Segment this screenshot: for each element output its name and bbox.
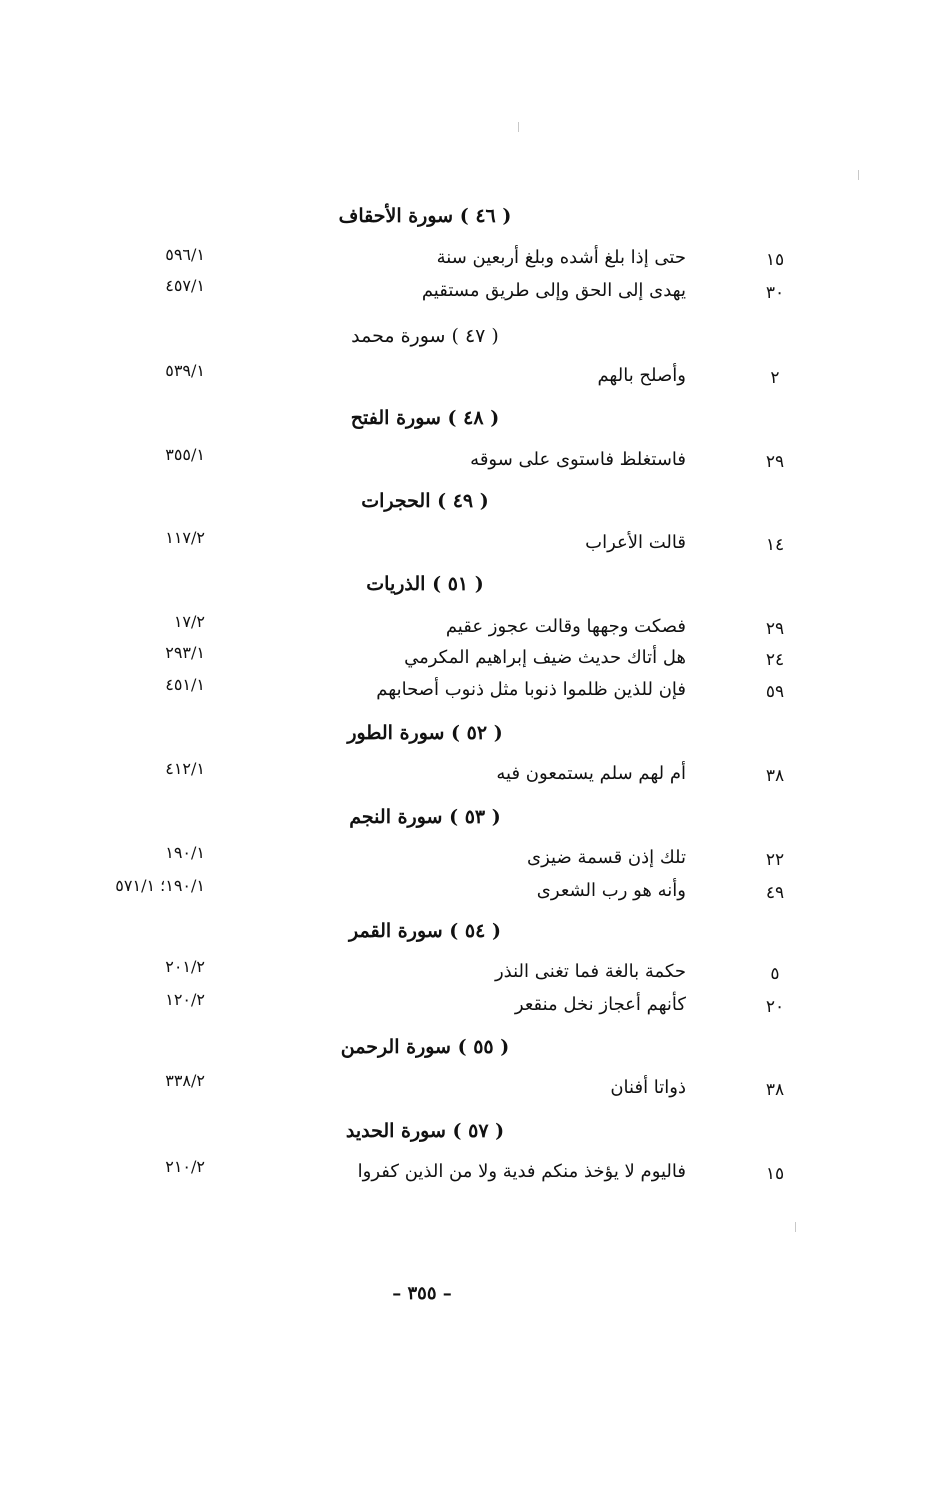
verse-number: ٣٨: [765, 766, 785, 786]
verse-text: فصكت وجهها وقالت عجوز عقيم: [445, 616, 686, 637]
verse-number: ٢٩: [765, 619, 785, 639]
volume-page-ref: ٢١٠/٢: [165, 1157, 205, 1176]
volume-page-ref: ١٩٠/١؛ ٥٧١/١: [115, 876, 205, 895]
volume-page-ref: ٥٣٩/١: [165, 361, 205, 380]
surah-heading: ( ٥٧ ) سورة الحديد: [345, 1120, 505, 1142]
verse-text: قالت الأعراب: [585, 532, 686, 553]
volume-page-ref: ٥٩٦/١: [165, 245, 205, 264]
surah-heading: ( ٤٦ ) سورة الأحقاف: [338, 205, 512, 227]
verse-number: ٤٩: [765, 883, 785, 903]
surah-heading: ( ٥٥ ) سورة الرحمن: [340, 1036, 510, 1058]
verse-text: يهدى إلى الحق وإلى طريق مستقيم: [421, 280, 686, 301]
volume-page-ref: ٤٥٧/١: [165, 276, 205, 295]
scan-speck: [795, 1222, 796, 1232]
volume-page-ref: ١٧/٢: [173, 612, 205, 631]
verse-text: هل أتاك حديث ضيف إبراهيم المكرمي: [404, 647, 686, 668]
verse-number: ٥: [770, 964, 780, 984]
verse-text: وأنه هو رب الشعرى: [536, 880, 686, 901]
volume-page-ref: ١٢٠/٢: [165, 990, 205, 1009]
verse-text: ذواتا أفنان: [610, 1077, 686, 1098]
page-number: – ٣٥٥ –: [392, 1283, 452, 1304]
verse-text: فإن للذين ظلموا ذنوبا مثل ذنوب أصحابهم: [376, 679, 686, 700]
surah-heading: ( ٤٨ ) سورة الفتح: [350, 407, 500, 429]
scan-speck: [518, 122, 519, 132]
verse-text: فاليوم لا يؤخذ منكم فدية ولا من الذين كفروا: [357, 1161, 686, 1182]
verse-number: ٥٩: [765, 682, 785, 702]
surah-heading: ( ٥٣ ) سورة النجم: [349, 806, 501, 828]
surah-heading: ( ٤٧ ) سورة محمد: [351, 325, 499, 347]
surah-heading: ( ٤٩ ) الحجرات: [361, 490, 489, 512]
verse-text: وأصلح بالهم: [597, 365, 686, 386]
verse-number: ٢٢: [765, 850, 785, 870]
verse-number: ٢٤: [765, 650, 785, 670]
verse-text: أم لهم سلم يستمعون فيه: [496, 763, 686, 784]
verse-text: تلك إذن قسمة ضيزى: [527, 847, 686, 868]
surah-heading: ( ٥١ ) الذريات: [366, 573, 484, 595]
volume-page-ref: ٢٠١/٢: [165, 957, 205, 976]
verse-number: ٣٠: [765, 283, 785, 303]
surah-heading: ( ٥٤ ) سورة القمر: [349, 920, 501, 942]
verse-number: ١٥: [765, 250, 785, 270]
verse-number: ٢: [770, 368, 780, 388]
verse-text: فاستغلظ فاستوى على سوقه: [470, 449, 686, 470]
scan-speck: [858, 170, 859, 180]
volume-page-ref: ٣٣٨/٢: [165, 1071, 205, 1090]
verse-number: ١٤: [765, 535, 785, 555]
volume-page-ref: ٤٥١/١: [165, 675, 205, 694]
verse-text: كأنهم أعجاز نخل منقعر: [514, 994, 686, 1015]
verse-number: ٢٩: [765, 452, 785, 472]
surah-heading: ( ٥٢ ) سورة الطور: [347, 722, 503, 744]
volume-page-ref: ٣٥٥/١: [165, 445, 205, 464]
verse-text: حكمة بالغة فما تغنى النذر: [494, 961, 686, 982]
volume-page-ref: ٢٩٣/١: [165, 643, 205, 662]
volume-page-ref: ١١٧/٢: [165, 528, 205, 547]
verse-number: ٣٨: [765, 1080, 785, 1100]
volume-page-ref: ٤١٢/١: [165, 759, 205, 778]
verse-text: حتى إذا بلغ أشده وبلغ أربعين سنة: [436, 247, 686, 268]
volume-page-ref: ١٩٠/١: [165, 843, 205, 862]
verse-number: ٢٠: [765, 997, 785, 1017]
verse-number: ١٥: [765, 1164, 785, 1184]
